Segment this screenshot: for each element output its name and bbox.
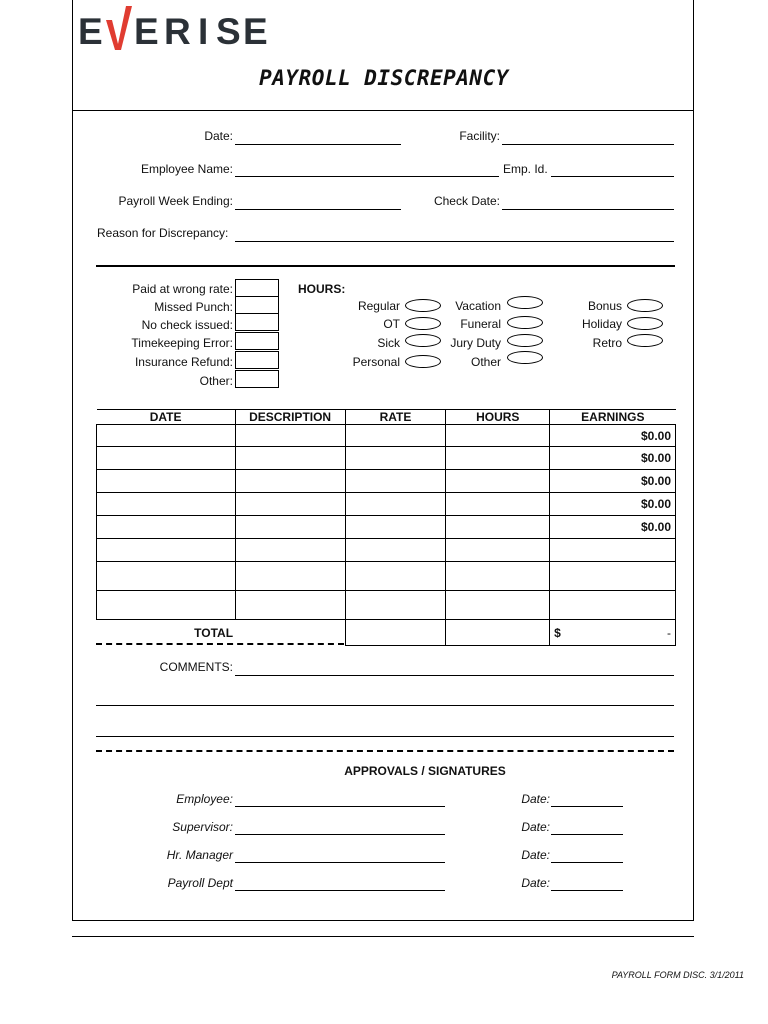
checkbox-missed-punch[interactable] bbox=[235, 296, 279, 314]
hours-bonus-label: Bonus bbox=[587, 299, 622, 313]
date-field[interactable] bbox=[235, 144, 401, 145]
approvals-title: APPROVALS / SIGNATURES bbox=[344, 764, 506, 778]
facility-label: Facility: bbox=[459, 129, 500, 143]
cell-rate[interactable] bbox=[345, 470, 446, 493]
table-row bbox=[97, 470, 676, 493]
hours-other-oval[interactable] bbox=[507, 351, 543, 364]
cell-date[interactable] bbox=[97, 493, 236, 516]
bottom-rule bbox=[72, 936, 694, 937]
table-row bbox=[97, 539, 676, 562]
approval-employee-date-label: Date: bbox=[521, 792, 550, 806]
total-hours[interactable] bbox=[446, 620, 550, 646]
approval-hr-manager-date[interactable] bbox=[551, 862, 623, 863]
cell-earnings[interactable]: $0.00 bbox=[550, 425, 676, 447]
hours-bonus-oval[interactable] bbox=[627, 299, 663, 312]
approval-payroll-dept-label: Payroll Dept bbox=[167, 876, 233, 890]
cell-description[interactable] bbox=[235, 493, 345, 516]
payroll-week-ending-label: Payroll Week Ending: bbox=[118, 194, 233, 208]
approval-payroll-dept-date-label: Date: bbox=[521, 876, 550, 890]
type-label-missed-punch: Missed Punch: bbox=[154, 300, 233, 314]
cell-date[interactable] bbox=[97, 591, 236, 620]
hours-label: HOURS: bbox=[298, 282, 346, 296]
cell-description[interactable] bbox=[235, 562, 345, 591]
approval-payroll-dept-signature[interactable] bbox=[235, 890, 445, 891]
cell-date[interactable] bbox=[97, 516, 236, 539]
hours-holiday-label: Holiday bbox=[581, 317, 622, 331]
table-row bbox=[97, 591, 676, 620]
col-header-earnings: EARNINGS bbox=[550, 410, 676, 425]
table-row bbox=[97, 425, 676, 447]
reason-field[interactable] bbox=[235, 241, 674, 242]
cell-hours[interactable] bbox=[446, 447, 550, 470]
hours-regular-label: Regular bbox=[357, 299, 400, 313]
check-date-field[interactable] bbox=[502, 209, 674, 210]
hours-other-label: Other bbox=[470, 355, 501, 369]
cell-date[interactable] bbox=[97, 447, 236, 470]
approval-hr-manager-date-label: Date: bbox=[521, 848, 550, 862]
approval-employee-date[interactable] bbox=[551, 806, 623, 807]
table-header-row bbox=[97, 410, 676, 425]
section-divider bbox=[96, 265, 675, 267]
table-row bbox=[97, 516, 676, 539]
page-title: PAYROLL DISCREPANCY bbox=[259, 66, 509, 90]
cell-hours[interactable] bbox=[446, 516, 550, 539]
comments-line-2[interactable] bbox=[96, 705, 674, 706]
type-label-wrong-rate: Paid at wrong rate: bbox=[132, 282, 233, 296]
cell-earnings[interactable]: $0.00 bbox=[550, 447, 676, 470]
logo-check-mark-icon bbox=[106, 6, 132, 52]
cell-hours[interactable] bbox=[446, 470, 550, 493]
hours-ot-label: OT bbox=[383, 317, 400, 331]
hours-vacation-label: Vacation bbox=[455, 299, 501, 313]
total-rate[interactable] bbox=[345, 620, 446, 646]
cell-description[interactable] bbox=[235, 470, 345, 493]
checkbox-insurance[interactable] bbox=[235, 351, 279, 369]
table-row bbox=[97, 562, 676, 591]
cell-hours[interactable] bbox=[446, 493, 550, 516]
cell-rate[interactable] bbox=[345, 591, 446, 620]
checkbox-timekeeping[interactable] bbox=[235, 332, 279, 350]
col-header-description: DESCRIPTION bbox=[235, 410, 345, 425]
cell-hours[interactable] bbox=[446, 539, 550, 562]
hours-jury-duty-oval[interactable] bbox=[507, 334, 543, 347]
total-currency: $ bbox=[554, 625, 561, 640]
earnings-table bbox=[96, 409, 676, 646]
approval-payroll-dept-date[interactable] bbox=[551, 890, 623, 891]
facility-field[interactable] bbox=[502, 144, 674, 145]
cell-date[interactable] bbox=[97, 470, 236, 493]
cell-description[interactable] bbox=[235, 591, 345, 620]
payroll-week-ending-field[interactable] bbox=[235, 209, 401, 210]
hours-vacation-oval[interactable] bbox=[507, 296, 543, 309]
hours-personal-label: Personal bbox=[352, 355, 400, 369]
cell-rate[interactable] bbox=[345, 447, 446, 470]
approval-employee-signature[interactable] bbox=[235, 806, 445, 807]
type-label-other: Other: bbox=[199, 374, 233, 388]
cell-date[interactable] bbox=[97, 562, 236, 591]
col-header-hours: HOURS bbox=[446, 410, 550, 425]
approval-hr-manager-signature[interactable] bbox=[235, 862, 445, 863]
checkbox-no-check[interactable] bbox=[235, 313, 279, 331]
type-label-no-check: No check issued: bbox=[141, 318, 233, 332]
cell-earnings[interactable] bbox=[550, 539, 676, 562]
col-header-rate: RATE bbox=[345, 410, 446, 425]
approvals-dashed-rule bbox=[96, 750, 674, 752]
employee-name-label: Employee Name: bbox=[140, 162, 233, 176]
cell-earnings[interactable]: $0.00 bbox=[550, 493, 676, 516]
approval-supervisor-signature[interactable] bbox=[235, 834, 445, 835]
checkbox-other[interactable] bbox=[235, 370, 279, 388]
total-earnings[interactable] bbox=[550, 620, 676, 646]
approval-employee-label: Employee: bbox=[176, 792, 233, 806]
cell-earnings[interactable]: $0.00 bbox=[550, 470, 676, 493]
table-row bbox=[97, 447, 676, 470]
cell-rate[interactable] bbox=[345, 562, 446, 591]
hours-jury-duty-label: Jury Duty bbox=[450, 336, 501, 350]
table-row bbox=[97, 493, 676, 516]
cell-hours[interactable] bbox=[446, 425, 550, 447]
cell-description[interactable] bbox=[235, 516, 345, 539]
cell-hours[interactable] bbox=[446, 562, 550, 591]
total-value: - bbox=[667, 625, 671, 640]
checkbox-wrong-rate[interactable] bbox=[235, 279, 279, 297]
emp-id-label: Emp. Id. bbox=[503, 162, 548, 176]
hours-retro-oval[interactable] bbox=[627, 334, 663, 347]
cell-rate[interactable] bbox=[345, 425, 446, 447]
approval-supervisor-label: Supervisor: bbox=[172, 820, 233, 834]
reason-label: Reason for Discrepancy: bbox=[97, 226, 229, 240]
cell-description[interactable] bbox=[235, 447, 345, 470]
total-row bbox=[97, 620, 676, 646]
cell-description[interactable] bbox=[235, 425, 345, 447]
hours-retro-label: Retro bbox=[592, 336, 622, 350]
hours-funeral-oval[interactable] bbox=[507, 316, 543, 329]
cell-rate[interactable] bbox=[345, 493, 446, 516]
date-label: Date: bbox=[204, 129, 233, 143]
cell-earnings[interactable] bbox=[550, 591, 676, 620]
total-label: TOTAL bbox=[194, 625, 234, 640]
comments-label: COMMENTS: bbox=[159, 660, 233, 674]
cell-rate[interactable] bbox=[345, 539, 446, 562]
type-label-insurance: Insurance Refund: bbox=[134, 355, 233, 369]
approval-supervisor-date-label: Date: bbox=[521, 820, 550, 834]
cell-date[interactable] bbox=[97, 539, 236, 562]
total-dashed-rule bbox=[96, 643, 344, 645]
cell-earnings[interactable] bbox=[550, 562, 676, 591]
header-divider bbox=[72, 110, 694, 111]
total-label-cell bbox=[194, 620, 345, 646]
cell-earnings[interactable]: $0.00 bbox=[550, 516, 676, 539]
check-date-label: Check Date: bbox=[433, 194, 500, 208]
hours-funeral-label: Funeral bbox=[460, 317, 501, 331]
hours-sick-label: Sick bbox=[377, 336, 400, 350]
approval-hr-manager-label: Hr. Manager bbox=[166, 848, 233, 862]
cell-description[interactable] bbox=[235, 539, 345, 562]
col-header-date: DATE bbox=[97, 410, 236, 425]
approval-supervisor-date[interactable] bbox=[551, 834, 623, 835]
emp-id-field[interactable] bbox=[551, 176, 674, 177]
cell-date[interactable] bbox=[97, 425, 236, 447]
employee-name-field[interactable] bbox=[235, 176, 499, 177]
form-footer: PAYROLL FORM DISC. 3/1/2011 bbox=[611, 970, 744, 980]
hours-holiday-oval[interactable] bbox=[627, 317, 663, 330]
type-label-timekeeping: Timekeeping Error: bbox=[131, 336, 233, 350]
cell-rate[interactable] bbox=[345, 516, 446, 539]
cell-hours[interactable] bbox=[446, 591, 550, 620]
comments-line-1[interactable] bbox=[235, 675, 674, 676]
comments-line-3[interactable] bbox=[96, 736, 674, 737]
